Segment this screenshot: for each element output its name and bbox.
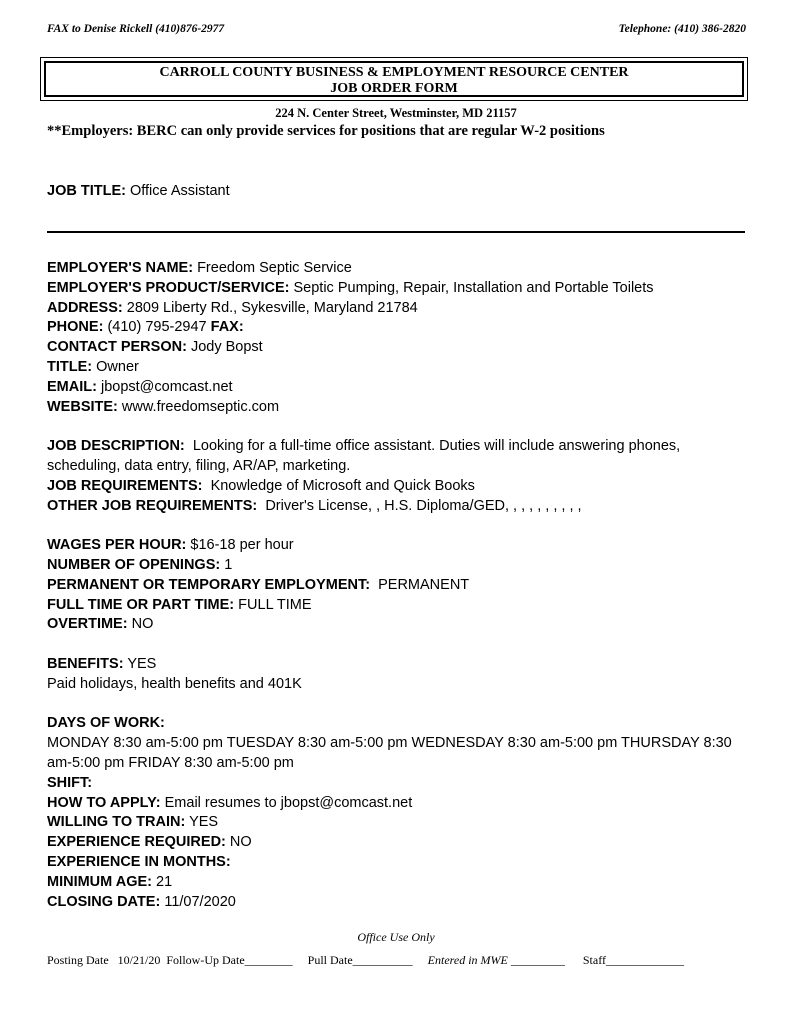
value: Owner (96, 358, 139, 375)
field-days-line1: MONDAY 8:30 am-5:00 pm TUESDAY 8:30 am-5:00 pm WEDNESDAY 8:30 am-5:00 pm THURSDAY 8:30 (47, 735, 732, 752)
office-use-footer (47, 953, 684, 968)
label: PERMANENT OR TEMPORARY EMPLOYMENT: (47, 576, 371, 593)
value: Email resumes to jbopst@comcast.net (164, 794, 413, 811)
value: FULL TIME (238, 596, 312, 613)
value: PERMANENT (378, 576, 470, 593)
label: JOB REQUIREMENTS: (47, 477, 203, 494)
label: BENEFITS: (47, 655, 124, 672)
field-benefits (47, 655, 747, 675)
field-other-requirements (47, 497, 747, 517)
job-title-row (47, 183, 230, 199)
field-job-description-cont: scheduling, data entry, filing, AR/AP, marketing. (47, 457, 351, 474)
value: Driver's License, , H.S. Diploma/GED, , , , , , , , , , (265, 497, 582, 514)
fax-label: FAX: (210, 319, 244, 336)
value: NO (131, 616, 154, 633)
label: TITLE: (47, 358, 93, 375)
label: WILLING TO TRAIN: (47, 814, 186, 831)
job-title-value: Office Assistant (129, 183, 230, 199)
value: YES (127, 655, 157, 672)
label: NUMBER OF OPENINGS: (47, 556, 221, 573)
posting-date-label: Posting Date (47, 953, 109, 967)
value: jbopst@comcast.net (100, 378, 233, 395)
spacer (47, 417, 747, 437)
field-fulltime (47, 596, 747, 616)
spacer (47, 695, 747, 715)
field-employer-name (47, 259, 747, 279)
employer-notice: **Employers: BERC can only provide services for positions that are regular W-2 positions (47, 123, 605, 139)
field-job-description (47, 437, 747, 457)
field-job-requirements (47, 477, 747, 497)
label: EXPERIENCE REQUIRED: (47, 834, 226, 851)
label: CLOSING DATE: (47, 893, 161, 910)
office-use-heading: Office Use Only (357, 930, 435, 944)
field-days-label: DAYS OF WORK: (47, 715, 165, 732)
fax-line: FAX to Denise Rickell (410)876-2977 (47, 23, 225, 35)
field-address (47, 299, 747, 319)
label: CONTACT PERSON: (47, 339, 187, 356)
field-how-to-apply (47, 794, 747, 814)
field-minimum-age (47, 873, 747, 893)
label: WAGES PER HOUR: (47, 537, 187, 554)
value: $16-18 per hour (190, 537, 294, 554)
pull-date: Pull Date__________ (307, 953, 413, 967)
header-title: CARROLL COUNTY BUSINESS & EMPLOYMENT RESOURCE CENTER (159, 65, 629, 80)
entered-in-mwe-blank: _________ (510, 953, 565, 967)
value: 11/07/2020 (164, 893, 236, 910)
label: EMPLOYER'S NAME: (47, 260, 194, 276)
value: Looking for a full-time office assistant. Duties will include answering phones, (192, 438, 681, 455)
value: NO (229, 834, 252, 851)
label: ADDRESS: (47, 299, 123, 316)
form-fields (47, 259, 747, 912)
value: 1 (224, 556, 233, 573)
field-title (47, 358, 747, 378)
header-box (40, 57, 748, 101)
telephone-line: Telephone: (410) 386-2820 (618, 23, 746, 35)
field-experience-required (47, 833, 747, 853)
spacer (47, 635, 747, 655)
field-wages (47, 536, 747, 556)
label: FULL TIME OR PART TIME: (47, 596, 235, 613)
field-days-line2: am-5:00 pm FRIDAY 8:30 am-5:00 pm (47, 754, 294, 771)
job-title-label: JOB TITLE: (47, 183, 126, 199)
value: www.freedomseptic.com (121, 398, 280, 415)
value: Septic Pumping, Repair, Installation and Portable Toilets (293, 279, 654, 296)
staff-field: Staff_____________ (582, 953, 684, 967)
label: JOB DESCRIPTION: (47, 438, 185, 455)
field-closing-date (47, 893, 747, 913)
label: MINIMUM AGE: (47, 873, 152, 890)
field-overtime (47, 615, 747, 635)
label: OTHER JOB REQUIREMENTS: (47, 497, 258, 514)
field-phone (47, 318, 747, 338)
field-shift-label: SHIFT: (47, 774, 93, 791)
field-email (47, 378, 747, 398)
value: 21 (156, 873, 173, 890)
value: (410) 795-2947 (107, 319, 207, 336)
field-website (47, 398, 747, 418)
center-address: 224 N. Center Street, Westminster, MD 21157 (275, 106, 517, 120)
value: 2809 Liberty Rd., Sykesville, Maryland 21784 (126, 299, 418, 316)
divider-rule (47, 231, 745, 233)
follow-up-date: Follow-Up Date________ (166, 953, 293, 967)
field-employer-product (47, 279, 747, 299)
label: WEBSITE: (47, 398, 118, 415)
value: YES (189, 814, 219, 831)
header-subtitle: JOB ORDER FORM (330, 81, 458, 96)
field-contact (47, 338, 747, 358)
entered-in-mwe-label: Entered in MWE (427, 953, 508, 967)
field-willing-to-train (47, 813, 747, 833)
label: EMPLOYER'S PRODUCT/SERVICE: (47, 279, 290, 296)
field-permanent (47, 576, 747, 596)
field-experience-months-label: EXPERIENCE IN MONTHS: (47, 853, 231, 870)
spacer (47, 516, 747, 536)
posting-date-value: 10/21/20 (117, 953, 161, 967)
field-benefits-detail: Paid holidays, health benefits and 401K (47, 675, 302, 692)
label: EMAIL: (47, 378, 97, 395)
label: HOW TO APPLY: (47, 794, 161, 811)
value: Knowledge of Microsoft and Quick Books (210, 477, 475, 494)
field-openings (47, 556, 747, 576)
label: OVERTIME: (47, 616, 128, 633)
value: Freedom Septic Service (197, 260, 352, 276)
value: Jody Bopst (190, 339, 263, 356)
label: PHONE: (47, 319, 104, 336)
header-inner (44, 61, 744, 97)
